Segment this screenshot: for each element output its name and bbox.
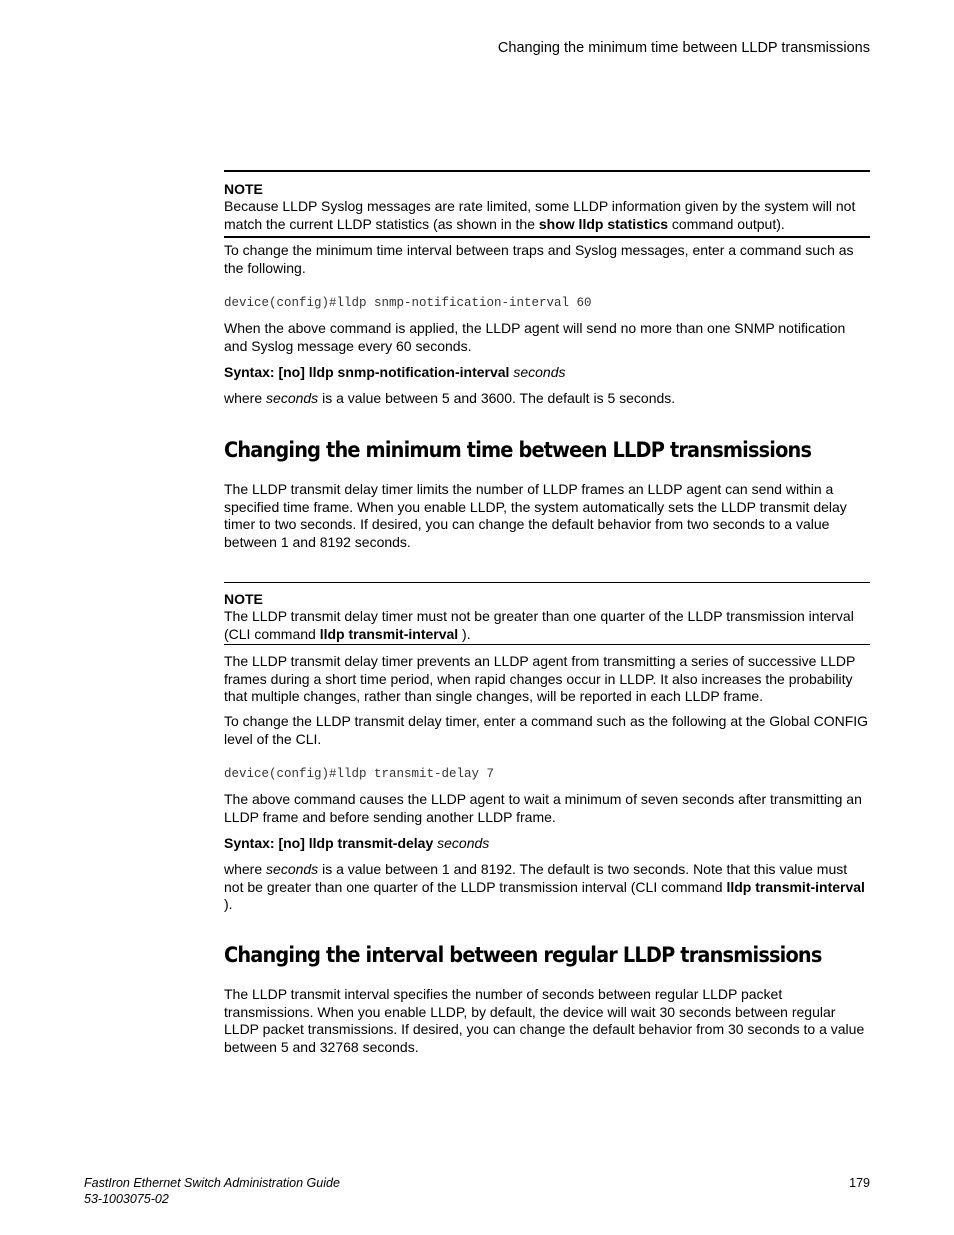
- note-box: [224, 170, 870, 238]
- syntax-line: Syntax: [no] lldp transmit-delay seconds: [224, 835, 490, 851]
- note-box: [224, 582, 870, 645]
- paragraph: The above command causes the LLDP agent to wait a minimum of seven seconds after transmitting an LLDP frame and before sending another LLDP frame.: [224, 791, 862, 825]
- paragraph: The LLDP transmit delay timer prevents an LLDP agent from transmitting a series of successive LLDP frames during a short time period, when rapid changes occur in LLDP. It also increases the probability that multiple changes, rather than single changes, will be reported in each LLDP frame.: [224, 653, 856, 704]
- section-heading: Changing the minimum time between LLDP transmissions: [224, 438, 812, 462]
- footer-doc-info: [84, 1175, 340, 1207]
- footer-doc-number: 53-1003075-02: [84, 1192, 169, 1206]
- paragraph: When the above command is applied, the LLDP agent will send no more than one SNMP notification and Syslog message every 60 seconds.: [224, 320, 846, 354]
- footer-doc-title: FastIron Ethernet Switch Administration Guide: [84, 1176, 340, 1190]
- paragraph: To change the minimum time interval between traps and Syslog messages, enter a command such as the following.: [224, 242, 854, 276]
- note-title: NOTE: [224, 591, 263, 607]
- paragraph: To change the LLDP transmit delay timer, enter a command such as the following at the Global CONFIG level of the CLI.: [224, 713, 869, 747]
- page-number: 179: [849, 1176, 870, 1190]
- note-command: show lldp statistics: [538, 215, 669, 232]
- section-heading: Changing the interval between regular LLDP transmissions: [224, 943, 822, 967]
- note-command: lldp transmit-interval: [319, 625, 459, 642]
- syntax-description: where seconds is a value between 1 and 8192. The default is two seconds. Note that this value must not be greater than one quarter of the LLDP transmission interval (CLI command lldp transmit-interval ).: [224, 861, 865, 912]
- code-example: device(config)#lldp snmp-notification-interval 60: [224, 296, 592, 310]
- note-text: The LLDP transmit delay timer must not be greater than one quarter of the LLDP transmission interval (CLI command lldp transmit-interval ).: [224, 608, 854, 642]
- running-header: Changing the minimum time between LLDP transmissions: [497, 40, 870, 56]
- paragraph: The LLDP transmit delay timer limits the number of LLDP frames an LLDP agent can send within a specified time frame. When you enable LLDP, the system automatically sets the LLDP transmit delay timer to two seconds. If desired, you can change the default behavior from two seconds to a value between 1 and 8192 seconds.: [224, 481, 847, 550]
- syntax-description: where seconds is a value between 5 and 3600. The default is 5 seconds.: [224, 390, 676, 406]
- note-title: NOTE: [224, 181, 263, 197]
- note-text: Because LLDP Syslog messages are rate limited, some LLDP information given by the system will not match the current LLDP statistics (as shown in the show lldp statistics command output).: [224, 198, 856, 232]
- paragraph: The LLDP transmit interval specifies the number of seconds between regular LLDP packet transmissions. When you enable LLDP, by default, the device will wait 30 seconds between regular LLDP packet transmissions. If desired, you can change the default behavior from 30 seconds to a value between 5 and 32768 seconds.: [224, 986, 865, 1055]
- code-example: device(config)#lldp transmit-delay 7: [224, 767, 495, 781]
- syntax-line: Syntax: [no] lldp snmp-notification-interval seconds: [224, 364, 566, 380]
